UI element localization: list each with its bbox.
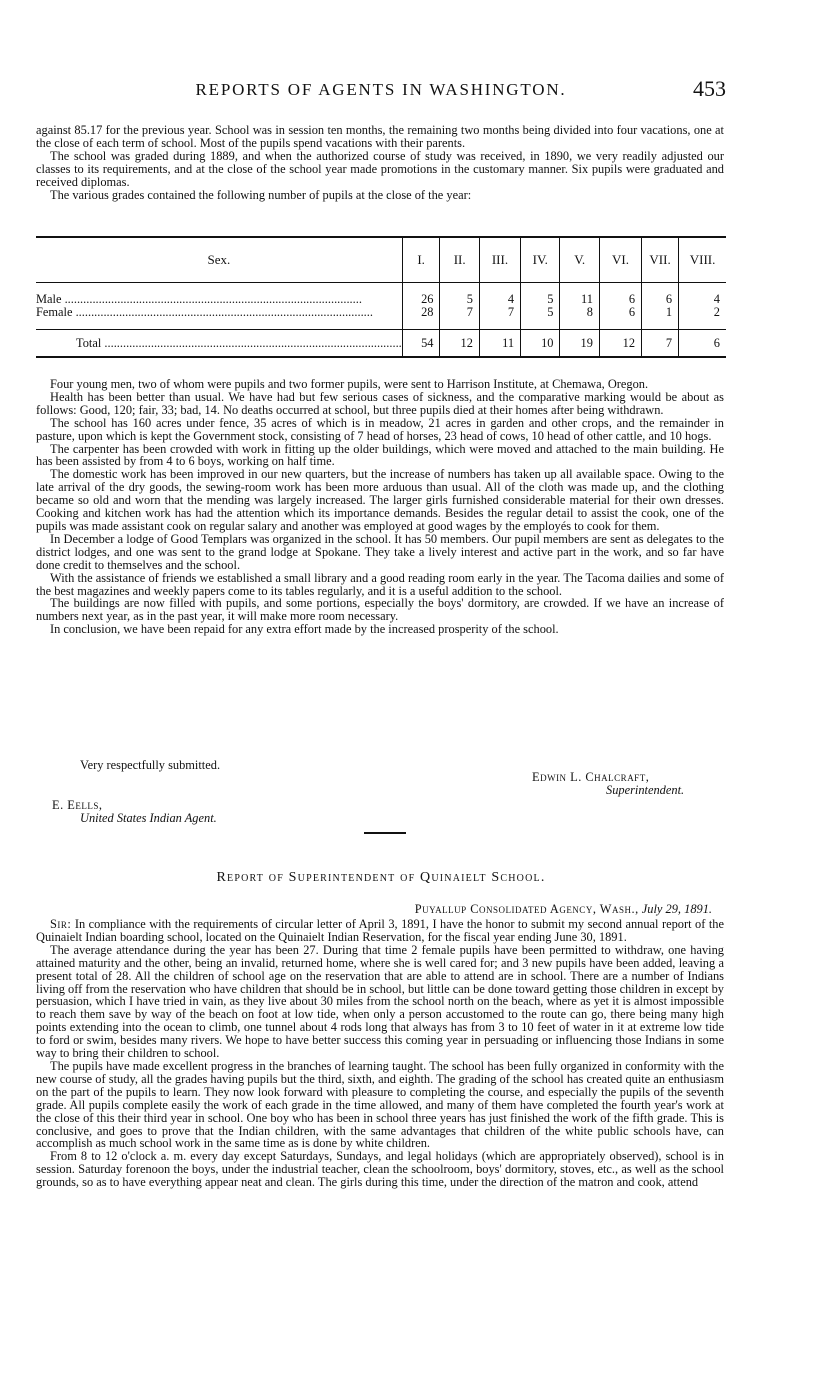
addressee-title: United States Indian Agent. xyxy=(80,811,217,825)
addressee-name: E. Eells, xyxy=(52,798,103,812)
table-cell: 12 xyxy=(440,330,479,358)
table-cell: 1 xyxy=(642,306,679,319)
row-label xyxy=(36,306,402,319)
column-header: II. xyxy=(440,237,479,283)
table-row xyxy=(36,306,726,319)
paragraph: The average attendance during the year has been 27. During that time 2 female pupils have been permitted to withdraw, one having attained maturity and the other, being an invalid, returned home, where she is well cared for; and 3 new pupils have been added, leaving a present total of 28. All the children of school age on the reservation that are able to attend are in school. There are a number of Indians living off from the reservation who have children that should be in school, but little can be done toward getting those children in except by persuasion, which I have tried in vain, as they live about 30 miles from the school north on the beach, where as yet it is almost impossible to reach them save by way of the beach on foot at low tide, when only a person accustomed to the route can go, there being many high points extending into the ocean to climb, one tunnel about 4 rods long that always has from 3 to 10 feet of water in it at extreme low tide to ford or swim, besides many rivers. We hope to have better success this coming year in persuading or influencing those Indians in some way to bring their children to school. xyxy=(36,942,724,1061)
column-header: I. xyxy=(402,237,440,283)
table-cell: 28 xyxy=(402,306,440,319)
table-header-row xyxy=(36,237,726,283)
paragraph-text: In compliance with the requirements of circular letter of April 3, 1891, I have the honor to submit my second annual report of the Quinaielt Indian boarding school, located on the Quinaielt Indian Reservation, for the fiscal year ending June 30, 1891. xyxy=(36,917,724,944)
intro-text xyxy=(36,124,724,201)
table-cell: 11 xyxy=(560,293,599,306)
row-label-text: Female xyxy=(36,306,73,319)
signer-name: Edwin L. Chalcraft, xyxy=(532,770,650,784)
page-number: 453 xyxy=(693,76,726,101)
table-cell: 6 xyxy=(679,330,726,358)
paragraph: The school was graded during 1889, and when the authorized course of study was received, in 1890, we very readily adjusted our classes to its requirements, and at the close of the school year made promotions in the customary manner. Six pupils were graduated and received diplomas. xyxy=(36,148,724,189)
grades-table xyxy=(36,236,726,358)
table-cell: 4 xyxy=(679,293,726,306)
section-divider xyxy=(364,832,406,834)
row-label-text: Male xyxy=(36,293,62,306)
table-cell: 7 xyxy=(642,330,679,358)
report-body xyxy=(36,378,724,636)
section-title: Report of Superintendent of Quinaielt School. xyxy=(216,870,546,885)
signer-title: Superintendent. xyxy=(606,783,685,797)
table-cell: 10 xyxy=(521,330,560,358)
paragraph: against 85.17 for the previous year. School was in session ten months, the remaining two months being divided into four vacations, one at the close of each term of school. Most of the pupils spend vacations with their parents. xyxy=(36,123,724,150)
table-cell: 54 xyxy=(402,330,440,358)
table-cell: 5 xyxy=(440,293,479,306)
table-cell: 6 xyxy=(599,293,641,306)
paragraph: The pupils have made excellent progress in the branches of learning taught. The school has been fully organized in conformity with the new course of study, all the grades having pupils but the third, sixth, and eighth. The grading of the school has created quite an enthusiasm on the part of the pupils to learn. They now look forward with pleasure to completing the course, and especially the pupils of the seventh grade. All pupils complete easily the work of each grade in the time allowed, and many of them have completed the fourth year's work at the close of this their third year in school. One boy who has been in school three years has just finished the work of the fifth grade. This is conclusive, and goes to prove that the Indian children, with the same advantages that children of the white public schools have, can accomplish as much school work in the same time as is done by white children. xyxy=(36,1058,724,1151)
header-title: REPORTS OF AGENTS IN WASHINGTON. xyxy=(195,80,567,99)
table-cell: 4 xyxy=(479,293,520,306)
table-cell: 2 xyxy=(679,306,726,319)
closing: Very respectfully submitted. xyxy=(80,758,221,772)
total-row xyxy=(36,330,726,358)
column-header: VIII. xyxy=(679,237,726,283)
paragraph: Four young men, two of whom were pupils and two former pupils, were sent to Harrison Institute, at Chemawa, Oregon. xyxy=(50,377,649,391)
dateline-date: July 29, 1891. xyxy=(641,902,712,916)
paragraph: In conclusion, we have been repaid for any extra effort made by the increased prosperity of the school. xyxy=(50,622,559,637)
paragraph: The domestic work has been improved in our new quarters, but the increase of numbers has taken up all available space. Owing to the late arrival of the dry goods, the sewing-room work has been more arduous than usual. All of the cloth was made up, and the clothing became so old and worn that the mending was largely increased. The larger girls furnished considerable material for their own dresses. Cooking and kitchen work has had the attention which its importance demands. Besides the regular detail to assist the cook, one of the pupils was made assistant cook on regular salary and another was employed at good wages by the employés to cook for them. xyxy=(36,467,724,533)
table-cell: 6 xyxy=(599,306,641,319)
row-label xyxy=(36,330,402,358)
table-cell: 5 xyxy=(521,306,560,319)
table-cell: 12 xyxy=(599,330,641,358)
paragraph: The school has 160 acres under fence, 35 acres of which is in meadow, 21 acres in garden and other crops, and the remainder in pasture, upon which is kept the Government stock, consisting of 7 head of horses, 23 head of cows, 10 head of other cattle, and 10 hogs. xyxy=(36,415,724,443)
paragraph: In December a lodge of Good Templars was organized in the school. It has 50 members. Our pupil members are sent as delegates to the district lodges, and one was sent to the grand lodge at Spokane. They take a lively interest and active part in the work, and so far have done credit to themselves and the school. xyxy=(36,531,724,572)
column-header: VII. xyxy=(642,237,679,283)
column-header: IV. xyxy=(521,237,560,283)
paragraph: The buildings are now filled with pupils, and some portions, especially the boys' dormitory, are crowded. If we have an increase of numbers next year, as in the past year, it will make more room necessary. xyxy=(36,596,724,624)
dateline-place: Puyallup Consolidated Agency, Wash., xyxy=(414,902,639,916)
column-header: Sex. xyxy=(36,237,402,283)
table-cell: 7 xyxy=(440,306,479,319)
column-header: III. xyxy=(479,237,520,283)
paragraph xyxy=(36,918,724,944)
paragraph: Health has been better than usual. We have had but few serious cases of sickness, and the comparative marking would be about as follows: Good, 120; fair, 33; bad, 14. No deaths occurred at school, but three pupils died at their homes after being withdrawn. xyxy=(36,389,724,417)
running-header xyxy=(36,76,726,104)
column-header: V. xyxy=(560,237,599,283)
table-cell: 6 xyxy=(642,293,679,306)
table-cell: 8 xyxy=(560,306,599,319)
dateline xyxy=(36,902,712,917)
paragraph: With the assistance of friends we established a small library and a good reading room early in the year. The Tacoma dailies and some of the best magazines and weekly papers come to its tables regularly, and it is a useful addition to the school. xyxy=(36,570,724,598)
table-cell: 11 xyxy=(479,330,520,358)
row-label xyxy=(36,293,402,306)
table-cell: 5 xyxy=(521,293,560,306)
section-body xyxy=(36,918,724,1189)
salutation: Sir: xyxy=(50,917,72,931)
table-cell: 26 xyxy=(402,293,440,306)
table-cell: 7 xyxy=(479,306,520,319)
paragraph: The carpenter has been crowded with work in fitting up the older buildings, which were moved and attached to the main building. He has been assisted by from 4 to 6 boys, working on half time. xyxy=(36,441,724,469)
column-header: VI. xyxy=(599,237,641,283)
table-row xyxy=(36,293,726,306)
table-cell: 19 xyxy=(560,330,599,358)
paragraph: The various grades contained the following number of pupils at the close of the year: xyxy=(50,187,472,202)
paragraph: From 8 to 12 o'clock a. m. every day except Saturdays, Sundays, and legal holidays (which are appropriately observed), school is in session. Saturday forenoon the boys, under the industrial teacher, clean the schoolroom, boys' dormitory, stoves, etc., as well as the school grounds, so as to have everything appear neat and clean. The girls during this time, under the direction of the matron and cook, attend xyxy=(36,1149,724,1190)
row-label-text: Total xyxy=(76,335,102,350)
